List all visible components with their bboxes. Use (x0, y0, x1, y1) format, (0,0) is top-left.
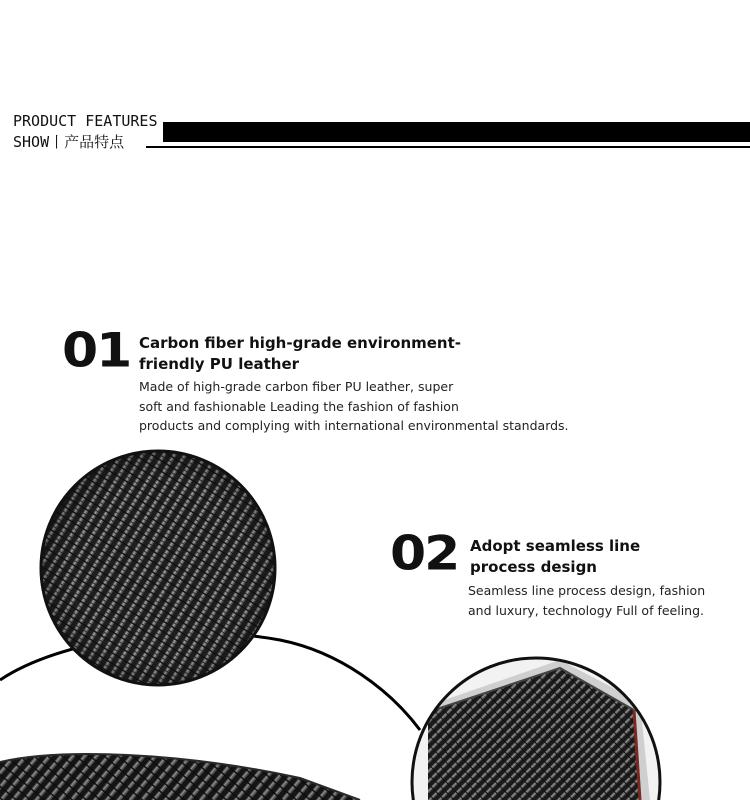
feature-description-line: Made of high-grade carbon fiber PU leather, super (139, 379, 454, 394)
feature-description-line: Seamless line process design, fashion (468, 583, 706, 598)
header-divider (146, 146, 750, 148)
feature-title (139, 333, 499, 375)
header-title-cn: SHOW丨产品特点 (13, 133, 125, 151)
section-header (13, 111, 158, 153)
wallet-edge-closeup-image (400, 640, 680, 800)
wallet-body-image (0, 754, 360, 800)
feature-number: 02 (390, 527, 459, 582)
feature-description (468, 581, 738, 620)
feature-description (139, 377, 609, 436)
feature-description-line: and luxury, technology Full of feeling. (468, 602, 704, 618)
header-bar (163, 122, 750, 142)
feature-description-line: soft and fashionable Leading the fashion of fashion (139, 398, 459, 414)
carbon-texture-closeup-image (30, 440, 290, 700)
feature-title-line: process design (470, 558, 597, 576)
feature-description-line: products and complying with international environmental standards. (139, 418, 569, 433)
feature-title-line: friendly PU leather (139, 355, 300, 373)
feature-title-line: Adopt seamless line (470, 537, 641, 555)
header-title-en: PRODUCT FEATURES (13, 112, 158, 130)
feature-title (470, 536, 700, 578)
feature-number: 01 (62, 324, 131, 379)
feature-title-line: Carbon fiber high-grade environment- (139, 334, 462, 352)
